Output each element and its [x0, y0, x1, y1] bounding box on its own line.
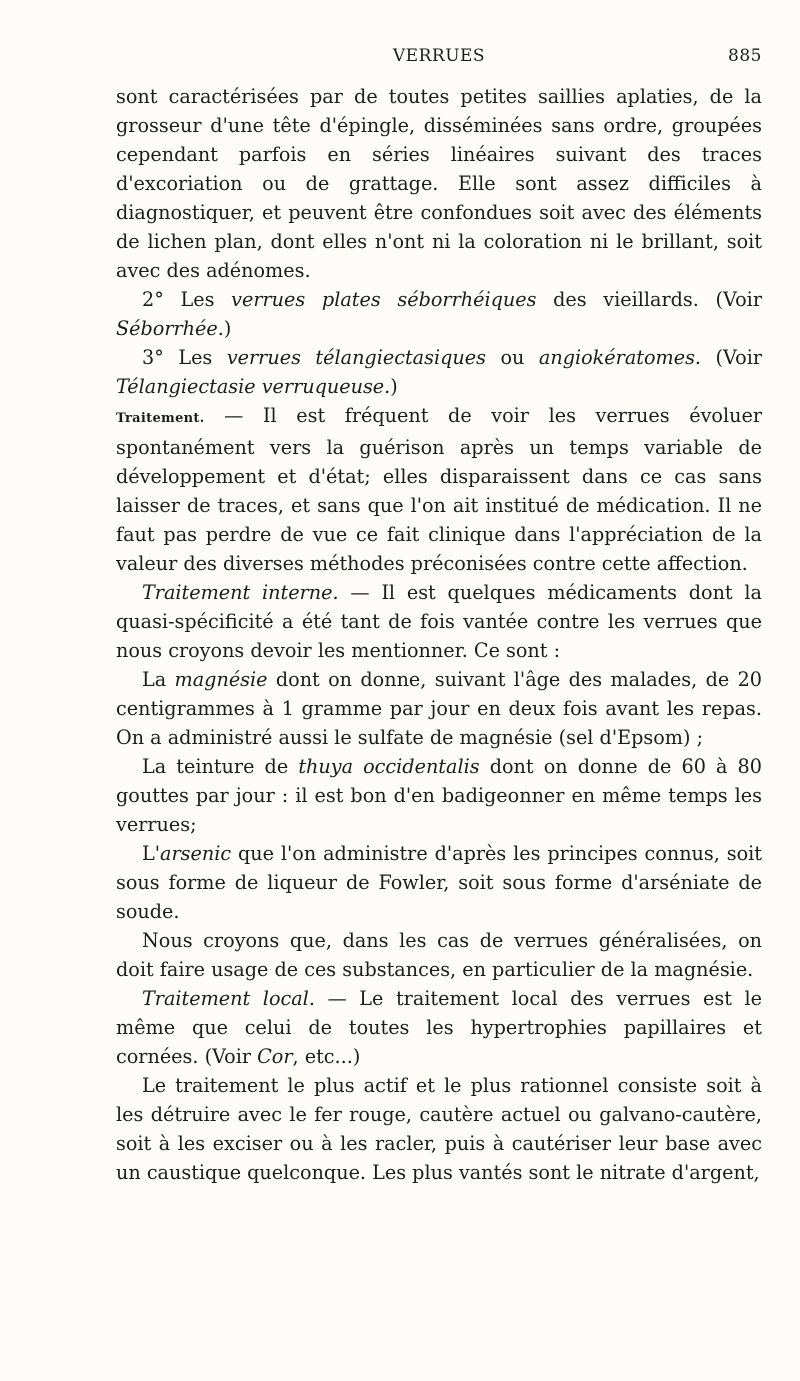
paragraph-destruction: Le traitement le plus actif et le plus rationnel consiste soit à les détruire avec le fer rouge, cautère actuel ou galvano-cautère, soit à les exciser ou à les racler, puis à cautériser leur base avec un caustique quelconque. Les plus vantés sont le nitrate d'argent,	[116, 1074, 762, 1184]
paragraph-traitement: Traitement. — Il est fréquent de voir les verrues évoluer spontanément vers la guérison après un temps variable de développement et d'état; elles disparaissent dans ce cas sans laisser de traces, et sans que l'on ait institué de médication. Il ne faut pas perdre de vue ce fait clinique dans l'appréciation de la valeur des diverses méthodes préconisées contre cette affection.	[116, 404, 762, 575]
heading-traitement-local: Traitement local.	[142, 987, 315, 1010]
paragraph-lichen: sont caractérisées par de toutes petites saillies aplaties, de la grosseur d'une tête d'épingle, disséminées sans ordre, groupées cependant parfois en séries linéaires suivant des traces d'excoriation ou de grattage. Elle sont assez difficiles à diagnostiquer, et peuvent être confondues soit avec des éléments de lichen plan, dont elles n'ont ni la coloration ni le brillant, soit avec des adénomes.	[116, 85, 762, 282]
paragraph-telangiectatic: 3° Les verrues télangiectasiques ou angiokératomes. (Voir Télangiectasie verruqueuse.)	[116, 346, 762, 398]
body-text	[116, 82, 762, 1187]
paragraph-magnesie: La magnésie dont on donne, suivant l'âge des malades, de 20 centigrammes à 1 gramme par jour en deux fois avant les repas. On a administré aussi le sulfate de magnésie (sel d'Epsom) ;	[116, 668, 763, 749]
running-title: VERRUES	[392, 46, 486, 66]
page-number: 885	[728, 46, 762, 66]
paragraph-traitement-interne: Traitement interne. — Il est quelques médicaments dont la quasi-spécificité a été tant de fois vantée contre les verrues que nous croyons devoir les mentionner. Ce sont :	[116, 581, 762, 662]
paragraph-arsenic: L'arsenic que l'on administre d'après les principes connus, soit sous forme de liqueur de Fowler, soit sous forme d'arséniate de soude.	[116, 842, 762, 923]
paragraph-generalisees: Nous croyons que, dans les cas de verrues généralisées, on doit faire usage de ces substances, en particulier de la magnésie.	[116, 929, 762, 981]
paragraph-seborrheic: 2° Les verrues plates séborrhéiques des vieillards. (Voir Séborrhée.)	[116, 288, 762, 340]
section-heading-traitement: Traitement.	[116, 411, 205, 426]
paragraph-thuya: La teinture de thuya occidentalis dont on donne de 60 à 80 gouttes par jour : il est bon d'en badigeonner en même temps les verrues;	[116, 755, 762, 836]
paragraph-traitement-local: Traitement local. — Le traitement local des verrues est le même que celui de toutes les hypertrophies papillaires et cornées. (Voir Cor, etc...)	[116, 987, 762, 1068]
heading-traitement-interne: Traitement interne.	[142, 581, 339, 604]
running-head	[116, 46, 762, 70]
